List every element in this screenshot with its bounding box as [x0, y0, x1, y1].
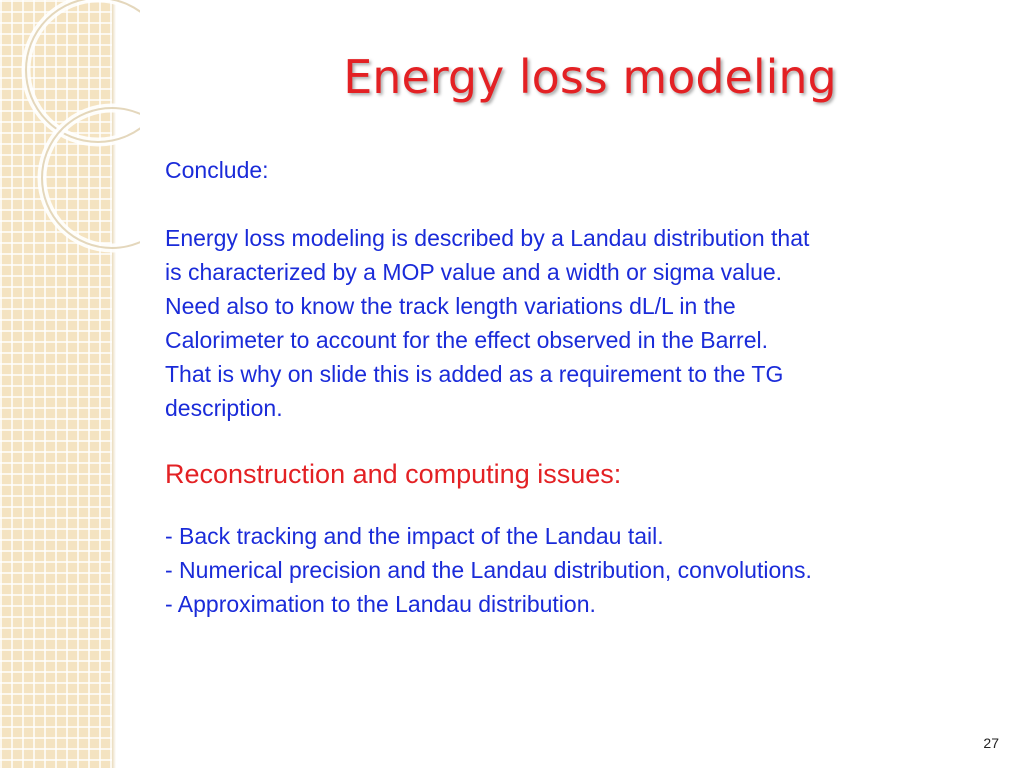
- paragraph-line: Energy loss modeling is described by a Landau distribution that: [165, 225, 810, 251]
- slide-body: [165, 153, 985, 621]
- paragraph-line: Calorimeter to account for the effect observed in the Barrel.: [165, 327, 768, 353]
- paragraph-line: is characterized by a MOP value and a width or sigma value.: [165, 259, 783, 285]
- slide-title: Energy loss modeling: [343, 50, 837, 104]
- issue-item: - Numerical precision and the Landau distribution, convolutions.: [165, 557, 812, 583]
- conclude-label: Conclude:: [165, 157, 269, 183]
- paragraph-line: Need also to know the track length variations dL/L in the: [165, 293, 736, 319]
- issues-heading: Reconstruction and computing issues:: [165, 459, 622, 489]
- issue-item: - Approximation to the Landau distribution.: [165, 591, 596, 617]
- paragraph-line: description.: [165, 395, 283, 421]
- issue-item: - Back tracking and the impact of the Landau tail.: [165, 523, 664, 549]
- page-number: 27: [983, 735, 999, 751]
- paragraph-line: That is why on slide this is added as a requirement to the TG: [165, 361, 784, 387]
- decorative-rings: [0, 0, 140, 260]
